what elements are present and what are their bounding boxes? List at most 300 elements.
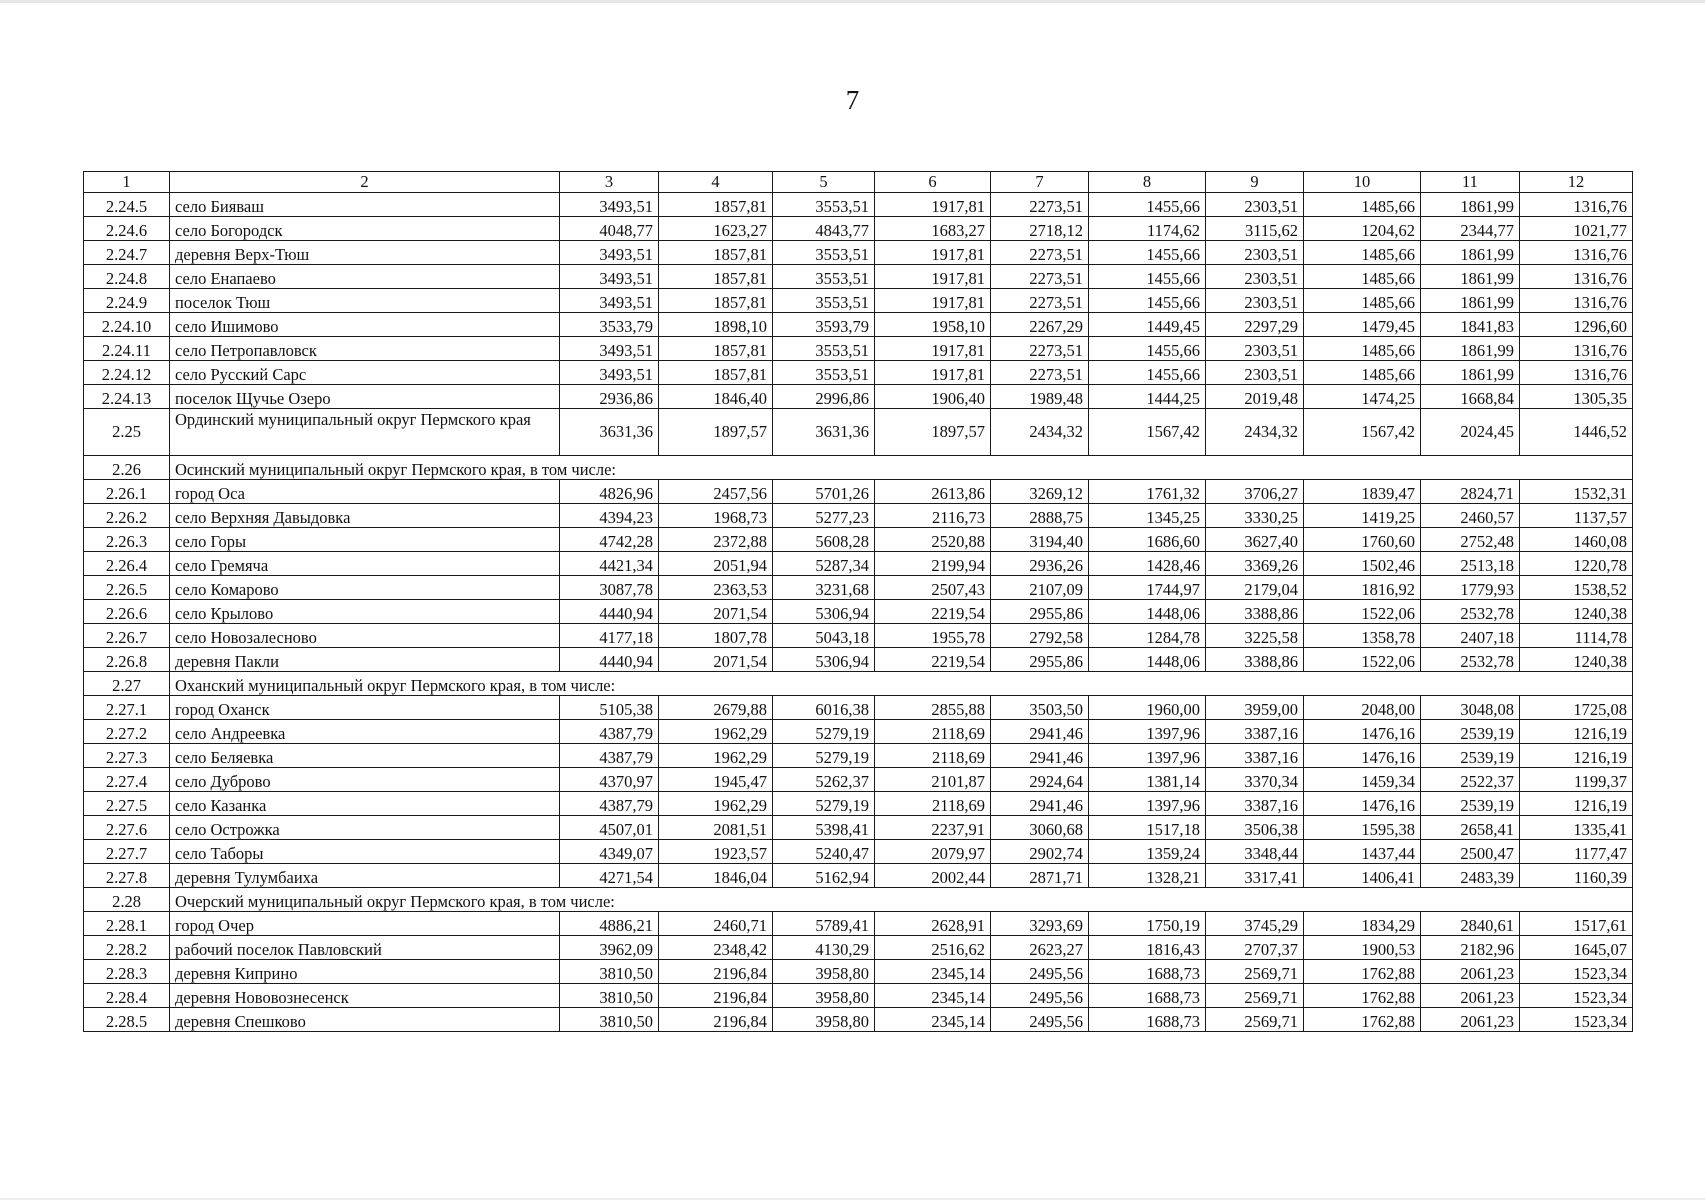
value-cell: 1216,19 bbox=[1520, 792, 1633, 816]
value-cell: 1744,97 bbox=[1089, 576, 1206, 600]
value-cell: 2345,14 bbox=[875, 1008, 991, 1032]
row-name: село Таборы bbox=[170, 840, 560, 864]
value-cell: 2936,26 bbox=[991, 552, 1089, 576]
value-cell: 4843,77 bbox=[773, 217, 875, 241]
value-cell: 1898,10 bbox=[659, 313, 773, 337]
table-row bbox=[84, 744, 1633, 768]
value-cell: 1428,46 bbox=[1089, 552, 1206, 576]
value-cell: 5105,38 bbox=[560, 696, 659, 720]
table-row bbox=[84, 624, 1633, 648]
value-cell: 2196,84 bbox=[659, 984, 773, 1008]
value-cell: 1479,45 bbox=[1304, 313, 1421, 337]
table-row bbox=[84, 289, 1633, 313]
value-cell: 1476,16 bbox=[1304, 792, 1421, 816]
row-code: 2.24.5 bbox=[84, 193, 170, 217]
tariff-table bbox=[83, 171, 1633, 1032]
value-cell: 1476,16 bbox=[1304, 720, 1421, 744]
value-cell: 3493,51 bbox=[560, 289, 659, 313]
value-cell: 3810,50 bbox=[560, 984, 659, 1008]
value-cell: 2500,47 bbox=[1421, 840, 1520, 864]
value-cell: 2273,51 bbox=[991, 193, 1089, 217]
group-row bbox=[84, 456, 1633, 480]
value-cell: 1204,62 bbox=[1304, 217, 1421, 241]
value-cell: 1668,84 bbox=[1421, 385, 1520, 409]
value-cell: 2628,91 bbox=[875, 912, 991, 936]
value-cell: 2118,69 bbox=[875, 792, 991, 816]
value-cell: 5279,19 bbox=[773, 720, 875, 744]
value-cell: 1137,57 bbox=[1520, 504, 1633, 528]
value-cell: 2303,51 bbox=[1206, 361, 1304, 385]
value-cell: 3962,09 bbox=[560, 936, 659, 960]
value-cell: 1216,19 bbox=[1520, 720, 1633, 744]
column-number: 6 bbox=[875, 172, 991, 193]
value-cell: 1455,66 bbox=[1089, 265, 1206, 289]
value-cell: 1448,06 bbox=[1089, 648, 1206, 672]
value-cell: 1595,38 bbox=[1304, 816, 1421, 840]
value-cell: 1861,99 bbox=[1421, 193, 1520, 217]
value-cell: 2569,71 bbox=[1206, 960, 1304, 984]
value-cell: 2071,54 bbox=[659, 600, 773, 624]
row-name: село Крылово bbox=[170, 600, 560, 624]
row-code: 2.28.5 bbox=[84, 1008, 170, 1032]
value-cell: 2303,51 bbox=[1206, 265, 1304, 289]
row-code: 2.24.12 bbox=[84, 361, 170, 385]
value-cell: 3706,27 bbox=[1206, 480, 1304, 504]
value-cell: 2871,71 bbox=[991, 864, 1089, 888]
table-row bbox=[84, 816, 1633, 840]
value-cell: 2495,56 bbox=[991, 960, 1089, 984]
value-cell: 1316,76 bbox=[1520, 361, 1633, 385]
value-cell: 2718,12 bbox=[991, 217, 1089, 241]
value-cell: 2079,97 bbox=[875, 840, 991, 864]
value-cell: 1532,31 bbox=[1520, 480, 1633, 504]
value-cell: 2955,86 bbox=[991, 648, 1089, 672]
group-row bbox=[84, 672, 1633, 696]
value-cell: 2303,51 bbox=[1206, 193, 1304, 217]
value-cell: 3631,36 bbox=[773, 409, 875, 456]
value-cell: 1839,47 bbox=[1304, 480, 1421, 504]
value-cell: 3330,25 bbox=[1206, 504, 1304, 528]
value-cell: 2941,46 bbox=[991, 744, 1089, 768]
value-cell: 1857,81 bbox=[659, 289, 773, 313]
value-cell: 2483,39 bbox=[1421, 864, 1520, 888]
value-cell: 1335,41 bbox=[1520, 816, 1633, 840]
value-cell: 4742,28 bbox=[560, 528, 659, 552]
value-cell: 1857,81 bbox=[659, 193, 773, 217]
row-code: 2.26.8 bbox=[84, 648, 170, 672]
value-cell: 1688,73 bbox=[1089, 960, 1206, 984]
row-name: село Ишимово bbox=[170, 313, 560, 337]
value-cell: 2267,29 bbox=[991, 313, 1089, 337]
value-cell: 3317,41 bbox=[1206, 864, 1304, 888]
row-name: село Петропавловск bbox=[170, 337, 560, 361]
value-cell: 3387,16 bbox=[1206, 744, 1304, 768]
value-cell: 3745,29 bbox=[1206, 912, 1304, 936]
value-cell: 2613,86 bbox=[875, 480, 991, 504]
value-cell: 3087,78 bbox=[560, 576, 659, 600]
row-code: 2.24.8 bbox=[84, 265, 170, 289]
value-cell: 1522,06 bbox=[1304, 600, 1421, 624]
value-cell: 2179,04 bbox=[1206, 576, 1304, 600]
value-cell: 5701,26 bbox=[773, 480, 875, 504]
value-cell: 2520,88 bbox=[875, 528, 991, 552]
value-cell: 2532,78 bbox=[1421, 648, 1520, 672]
value-cell: 2507,43 bbox=[875, 576, 991, 600]
row-name: село Гремяча bbox=[170, 552, 560, 576]
row-name: город Оханск bbox=[170, 696, 560, 720]
value-cell: 1345,25 bbox=[1089, 504, 1206, 528]
value-cell: 3369,26 bbox=[1206, 552, 1304, 576]
value-cell: 1761,32 bbox=[1089, 480, 1206, 504]
row-code: 2.24.11 bbox=[84, 337, 170, 361]
row-code: 2.26.4 bbox=[84, 552, 170, 576]
value-cell: 3553,51 bbox=[773, 265, 875, 289]
table-row bbox=[84, 409, 1633, 456]
value-cell: 3269,12 bbox=[991, 480, 1089, 504]
value-cell: 1523,34 bbox=[1520, 960, 1633, 984]
value-cell: 1686,60 bbox=[1089, 528, 1206, 552]
value-cell: 1917,81 bbox=[875, 265, 991, 289]
column-number: 10 bbox=[1304, 172, 1421, 193]
value-cell: 4349,07 bbox=[560, 840, 659, 864]
value-cell: 1857,81 bbox=[659, 337, 773, 361]
table-row bbox=[84, 576, 1633, 600]
table-row bbox=[84, 792, 1633, 816]
table-row bbox=[84, 337, 1633, 361]
column-number: 4 bbox=[659, 172, 773, 193]
value-cell: 1174,62 bbox=[1089, 217, 1206, 241]
value-cell: 1688,73 bbox=[1089, 984, 1206, 1008]
value-cell: 3060,68 bbox=[991, 816, 1089, 840]
value-cell: 2273,51 bbox=[991, 337, 1089, 361]
row-code: 2.26.5 bbox=[84, 576, 170, 600]
value-cell: 2539,19 bbox=[1421, 720, 1520, 744]
value-cell: 3493,51 bbox=[560, 265, 659, 289]
row-name: Ординский муниципальный округ Пермского края bbox=[170, 409, 560, 456]
column-number: 1 bbox=[84, 172, 170, 193]
value-cell: 1485,66 bbox=[1304, 193, 1421, 217]
row-name: село Острожка bbox=[170, 816, 560, 840]
value-cell: 1316,76 bbox=[1520, 265, 1633, 289]
value-cell: 2219,54 bbox=[875, 600, 991, 624]
value-cell: 1485,66 bbox=[1304, 241, 1421, 265]
row-code: 2.25 bbox=[84, 409, 170, 456]
value-cell: 1021,77 bbox=[1520, 217, 1633, 241]
row-code: 2.26.7 bbox=[84, 624, 170, 648]
value-cell: 1861,99 bbox=[1421, 337, 1520, 361]
value-cell: 1897,57 bbox=[659, 409, 773, 456]
value-cell: 1216,19 bbox=[1520, 744, 1633, 768]
column-number: 5 bbox=[773, 172, 875, 193]
value-cell: 1316,76 bbox=[1520, 337, 1633, 361]
value-cell: 2522,37 bbox=[1421, 768, 1520, 792]
row-code: 2.24.10 bbox=[84, 313, 170, 337]
value-cell: 1397,96 bbox=[1089, 792, 1206, 816]
value-cell: 2941,46 bbox=[991, 792, 1089, 816]
group-title: Осинский муниципальный округ Пермского края, в том числе: bbox=[170, 456, 1633, 480]
value-cell: 1328,21 bbox=[1089, 864, 1206, 888]
value-cell: 3293,69 bbox=[991, 912, 1089, 936]
value-cell: 1857,81 bbox=[659, 361, 773, 385]
value-cell: 2457,56 bbox=[659, 480, 773, 504]
value-cell: 2516,62 bbox=[875, 936, 991, 960]
row-code: 2.27.8 bbox=[84, 864, 170, 888]
value-cell: 1725,08 bbox=[1520, 696, 1633, 720]
table-row bbox=[84, 193, 1633, 217]
value-cell: 1750,19 bbox=[1089, 912, 1206, 936]
row-name: село Дуброво bbox=[170, 768, 560, 792]
value-cell: 5240,47 bbox=[773, 840, 875, 864]
value-cell: 2888,75 bbox=[991, 504, 1089, 528]
table-row bbox=[84, 768, 1633, 792]
value-cell: 3225,58 bbox=[1206, 624, 1304, 648]
value-cell: 3593,79 bbox=[773, 313, 875, 337]
value-cell: 1567,42 bbox=[1089, 409, 1206, 456]
value-cell: 2348,42 bbox=[659, 936, 773, 960]
value-cell: 1807,78 bbox=[659, 624, 773, 648]
value-cell: 5162,94 bbox=[773, 864, 875, 888]
value-cell: 1857,81 bbox=[659, 241, 773, 265]
value-cell: 2569,71 bbox=[1206, 984, 1304, 1008]
value-cell: 5398,41 bbox=[773, 816, 875, 840]
value-cell: 1517,61 bbox=[1520, 912, 1633, 936]
value-cell: 4387,79 bbox=[560, 792, 659, 816]
value-cell: 3958,80 bbox=[773, 1008, 875, 1032]
column-number: 8 bbox=[1089, 172, 1206, 193]
row-name: поселок Щучье Озеро bbox=[170, 385, 560, 409]
value-cell: 3958,80 bbox=[773, 984, 875, 1008]
value-cell: 1917,81 bbox=[875, 241, 991, 265]
value-cell: 4826,96 bbox=[560, 480, 659, 504]
value-cell: 2344,77 bbox=[1421, 217, 1520, 241]
value-cell: 2936,86 bbox=[560, 385, 659, 409]
column-number: 2 bbox=[170, 172, 560, 193]
table-row bbox=[84, 361, 1633, 385]
table-row bbox=[84, 385, 1633, 409]
value-cell: 2061,23 bbox=[1421, 1008, 1520, 1032]
value-cell: 1397,96 bbox=[1089, 744, 1206, 768]
table-row bbox=[84, 313, 1633, 337]
row-code: 2.26.2 bbox=[84, 504, 170, 528]
value-cell: 1485,66 bbox=[1304, 337, 1421, 361]
row-name: село Богородск bbox=[170, 217, 560, 241]
value-cell: 1455,66 bbox=[1089, 289, 1206, 313]
value-cell: 5789,41 bbox=[773, 912, 875, 936]
value-cell: 2237,91 bbox=[875, 816, 991, 840]
value-cell: 2196,84 bbox=[659, 960, 773, 984]
value-cell: 1762,88 bbox=[1304, 960, 1421, 984]
column-number-row bbox=[84, 172, 1633, 193]
value-cell: 1449,45 bbox=[1089, 313, 1206, 337]
value-cell: 1900,53 bbox=[1304, 936, 1421, 960]
row-name: деревня Киприно bbox=[170, 960, 560, 984]
value-cell: 1760,60 bbox=[1304, 528, 1421, 552]
value-cell: 1846,40 bbox=[659, 385, 773, 409]
value-cell: 2101,87 bbox=[875, 768, 991, 792]
row-name: село Верхняя Давыдовка bbox=[170, 504, 560, 528]
table-row bbox=[84, 552, 1633, 576]
row-code: 2.28.2 bbox=[84, 936, 170, 960]
value-cell: 1296,60 bbox=[1520, 313, 1633, 337]
value-cell: 1419,25 bbox=[1304, 504, 1421, 528]
row-code: 2.24.9 bbox=[84, 289, 170, 313]
value-cell: 1538,52 bbox=[1520, 576, 1633, 600]
row-code: 2.27.1 bbox=[84, 696, 170, 720]
table-row bbox=[84, 720, 1633, 744]
page-number: 7 bbox=[845, 85, 860, 115]
row-code: 2.24.6 bbox=[84, 217, 170, 241]
value-cell: 1485,66 bbox=[1304, 361, 1421, 385]
value-cell: 2107,09 bbox=[991, 576, 1089, 600]
value-cell: 1816,43 bbox=[1089, 936, 1206, 960]
table-row bbox=[84, 504, 1633, 528]
column-number: 12 bbox=[1520, 172, 1633, 193]
value-cell: 4130,29 bbox=[773, 936, 875, 960]
row-name: деревня Верх-Тюш bbox=[170, 241, 560, 265]
value-cell: 3553,51 bbox=[773, 337, 875, 361]
value-cell: 3231,68 bbox=[773, 576, 875, 600]
value-cell: 2061,23 bbox=[1421, 960, 1520, 984]
value-cell: 3627,40 bbox=[1206, 528, 1304, 552]
value-cell: 1923,57 bbox=[659, 840, 773, 864]
value-cell: 1476,16 bbox=[1304, 744, 1421, 768]
value-cell: 2002,44 bbox=[875, 864, 991, 888]
value-cell: 1834,29 bbox=[1304, 912, 1421, 936]
value-cell: 1861,99 bbox=[1421, 361, 1520, 385]
value-cell: 1645,07 bbox=[1520, 936, 1633, 960]
table-row bbox=[84, 217, 1633, 241]
value-cell: 4387,79 bbox=[560, 720, 659, 744]
value-cell: 3810,50 bbox=[560, 960, 659, 984]
value-cell: 2297,29 bbox=[1206, 313, 1304, 337]
value-cell: 2116,73 bbox=[875, 504, 991, 528]
value-cell: 2495,56 bbox=[991, 984, 1089, 1008]
value-cell: 1861,99 bbox=[1421, 265, 1520, 289]
row-name: село Енапаево bbox=[170, 265, 560, 289]
value-cell: 1240,38 bbox=[1520, 648, 1633, 672]
value-cell: 2679,88 bbox=[659, 696, 773, 720]
value-cell: 2955,86 bbox=[991, 600, 1089, 624]
value-cell: 2303,51 bbox=[1206, 337, 1304, 361]
scan-edge-top bbox=[0, 0, 1705, 3]
value-cell: 3631,36 bbox=[560, 409, 659, 456]
value-cell: 1857,81 bbox=[659, 265, 773, 289]
row-code: 2.24.7 bbox=[84, 241, 170, 265]
value-cell: 1861,99 bbox=[1421, 241, 1520, 265]
row-name: поселок Тюш bbox=[170, 289, 560, 313]
value-cell: 1459,34 bbox=[1304, 768, 1421, 792]
row-name: село Горы bbox=[170, 528, 560, 552]
value-cell: 5279,19 bbox=[773, 792, 875, 816]
row-name: село Беляевка bbox=[170, 744, 560, 768]
table-row bbox=[84, 864, 1633, 888]
value-cell: 1485,66 bbox=[1304, 265, 1421, 289]
value-cell: 1455,66 bbox=[1089, 361, 1206, 385]
value-cell: 3388,86 bbox=[1206, 648, 1304, 672]
value-cell: 5306,94 bbox=[773, 648, 875, 672]
row-code: 2.27.2 bbox=[84, 720, 170, 744]
value-cell: 2460,71 bbox=[659, 912, 773, 936]
value-cell: 3048,08 bbox=[1421, 696, 1520, 720]
row-name: село Бияваш bbox=[170, 193, 560, 217]
value-cell: 2345,14 bbox=[875, 960, 991, 984]
value-cell: 5043,18 bbox=[773, 624, 875, 648]
row-name: город Оса bbox=[170, 480, 560, 504]
value-cell: 3533,79 bbox=[560, 313, 659, 337]
row-code: 2.28 bbox=[84, 888, 170, 912]
value-cell: 1962,29 bbox=[659, 744, 773, 768]
column-number: 7 bbox=[991, 172, 1089, 193]
value-cell: 3387,16 bbox=[1206, 720, 1304, 744]
value-cell: 3387,16 bbox=[1206, 792, 1304, 816]
value-cell: 1861,99 bbox=[1421, 289, 1520, 313]
value-cell: 2941,46 bbox=[991, 720, 1089, 744]
value-cell: 2840,61 bbox=[1421, 912, 1520, 936]
row-name: село Казанка bbox=[170, 792, 560, 816]
value-cell: 1897,57 bbox=[875, 409, 991, 456]
value-cell: 2752,48 bbox=[1421, 528, 1520, 552]
value-cell: 2019,48 bbox=[1206, 385, 1304, 409]
value-cell: 1460,08 bbox=[1520, 528, 1633, 552]
value-cell: 3553,51 bbox=[773, 361, 875, 385]
value-cell: 1455,66 bbox=[1089, 337, 1206, 361]
value-cell: 3553,51 bbox=[773, 241, 875, 265]
value-cell: 2792,58 bbox=[991, 624, 1089, 648]
value-cell: 1446,52 bbox=[1520, 409, 1633, 456]
table-row bbox=[84, 936, 1633, 960]
column-number: 9 bbox=[1206, 172, 1304, 193]
row-code: 2.26.6 bbox=[84, 600, 170, 624]
table-row bbox=[84, 840, 1633, 864]
value-cell: 1762,88 bbox=[1304, 1008, 1421, 1032]
value-cell: 2434,32 bbox=[991, 409, 1089, 456]
table-row bbox=[84, 528, 1633, 552]
row-name: город Очер bbox=[170, 912, 560, 936]
value-cell: 1917,81 bbox=[875, 193, 991, 217]
table-row bbox=[84, 912, 1633, 936]
value-cell: 2539,19 bbox=[1421, 792, 1520, 816]
value-cell: 1917,81 bbox=[875, 337, 991, 361]
value-cell: 1841,83 bbox=[1421, 313, 1520, 337]
value-cell: 5279,19 bbox=[773, 744, 875, 768]
table-row bbox=[84, 265, 1633, 289]
value-cell: 6016,38 bbox=[773, 696, 875, 720]
value-cell: 5287,34 bbox=[773, 552, 875, 576]
value-cell: 1114,78 bbox=[1520, 624, 1633, 648]
value-cell: 5608,28 bbox=[773, 528, 875, 552]
value-cell: 2273,51 bbox=[991, 289, 1089, 313]
value-cell: 1960,00 bbox=[1089, 696, 1206, 720]
value-cell: 3388,86 bbox=[1206, 600, 1304, 624]
value-cell: 1955,78 bbox=[875, 624, 991, 648]
value-cell: 1160,39 bbox=[1520, 864, 1633, 888]
row-name: деревня Пакли bbox=[170, 648, 560, 672]
value-cell: 4421,34 bbox=[560, 552, 659, 576]
value-cell: 5277,23 bbox=[773, 504, 875, 528]
value-cell: 2273,51 bbox=[991, 361, 1089, 385]
value-cell: 4387,79 bbox=[560, 744, 659, 768]
value-cell: 4440,94 bbox=[560, 648, 659, 672]
value-cell: 2071,54 bbox=[659, 648, 773, 672]
value-cell: 1485,66 bbox=[1304, 289, 1421, 313]
group-title: Оханский муниципальный округ Пермского края, в том числе: bbox=[170, 672, 1633, 696]
row-code: 2.28.3 bbox=[84, 960, 170, 984]
row-code: 2.28.1 bbox=[84, 912, 170, 936]
value-cell: 2303,51 bbox=[1206, 289, 1304, 313]
value-cell: 3370,34 bbox=[1206, 768, 1304, 792]
value-cell: 3810,50 bbox=[560, 1008, 659, 1032]
row-code: 2.28.4 bbox=[84, 984, 170, 1008]
